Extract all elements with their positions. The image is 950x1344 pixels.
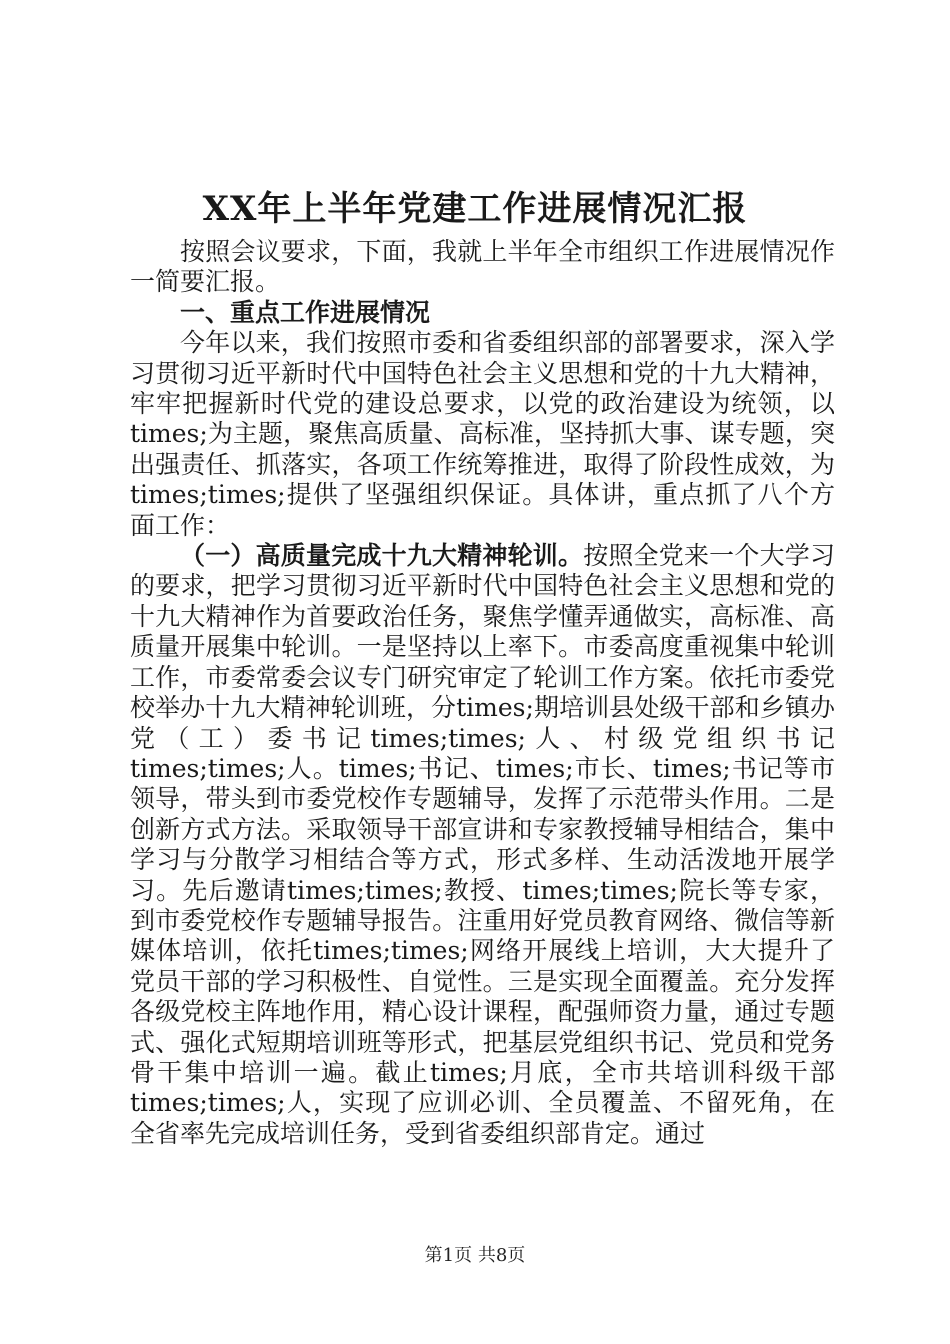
subsection-text: 按照全党来一个大学习的要求，把学习贯彻习近平新时代中国特色社会主义思想和党的十九大精神作为首要政治任务，聚焦学懂弄通做实，高标准、高质量开展集中轮训。一是坚持以上率下。市委高度重视集中轮训工作，市委常委会议专门研究审定了轮训工作方案。依托市委党校举办十九大精神轮训班，分times;期培训县处级干部和乡镇办党（工）委书记times;times;人、村级党组织书记times;times;人。times;书记、times;市长、times;书记等市领导，带头到市委党校作专题辅导，发挥了示范带头作用。二是创新方式方法。采取领导干部宣讲和专家教授辅导相结合，集中学习与分散学习相结合等方式，形式多样、生动活泼地开展学习。先后邀请times;times;教授、times;times;院长等专家，到市委党校作专题辅导报告。注重用好党员教育网络、微信等新媒体培训，依托times;times;网络开展线上培训，大大提升了党员干部的学习积极性、自觉性。三是实现全面覆盖。充分发挥各级党校主阵地作用，精心设计课程，配强师资力量，通过专题式、强化式短期培训班等形式，把基层党组织书记、党员和党务骨干集中培训一遍。截止times;月底，全市共培训科级干部times;times;人，实现了应训必训、全员覆盖、不留死角，在全省率先完成培训任务，受到省委组织部肯定。通过 xyxy=(130,541,835,1148)
intro-paragraph: 按照会议要求，下面，我就上半年全市组织工作进展情况作一简要汇报。 xyxy=(130,237,835,297)
subsection-paragraph xyxy=(130,541,835,1149)
document-title: XX年上半年党建工作进展情况汇报 xyxy=(202,189,748,229)
document-body xyxy=(130,237,835,1149)
section-heading: 一、重点工作进展情况 xyxy=(180,297,431,327)
subsection-heading: （一）高质量完成十九大精神轮训。 xyxy=(180,541,584,571)
page-footer: 第1页 共8页 xyxy=(424,1245,526,1266)
section-paragraph: 今年以来，我们按照市委和省委组织部的部署要求，深入学习贯彻习近平新时代中国特色社会主义思想和党的十九大精神，牢牢把握新时代党的建设总要求，以党的政治建设为统领，以times;为主题，聚焦高质量、高标准，坚持抓大事、谋专题，突出强责任、抓落实，各项工作统筹推进，取得了阶段性成效，为times;times;提供了坚强组织保证。具体讲，重点抓了八个方面工作： xyxy=(130,328,835,540)
